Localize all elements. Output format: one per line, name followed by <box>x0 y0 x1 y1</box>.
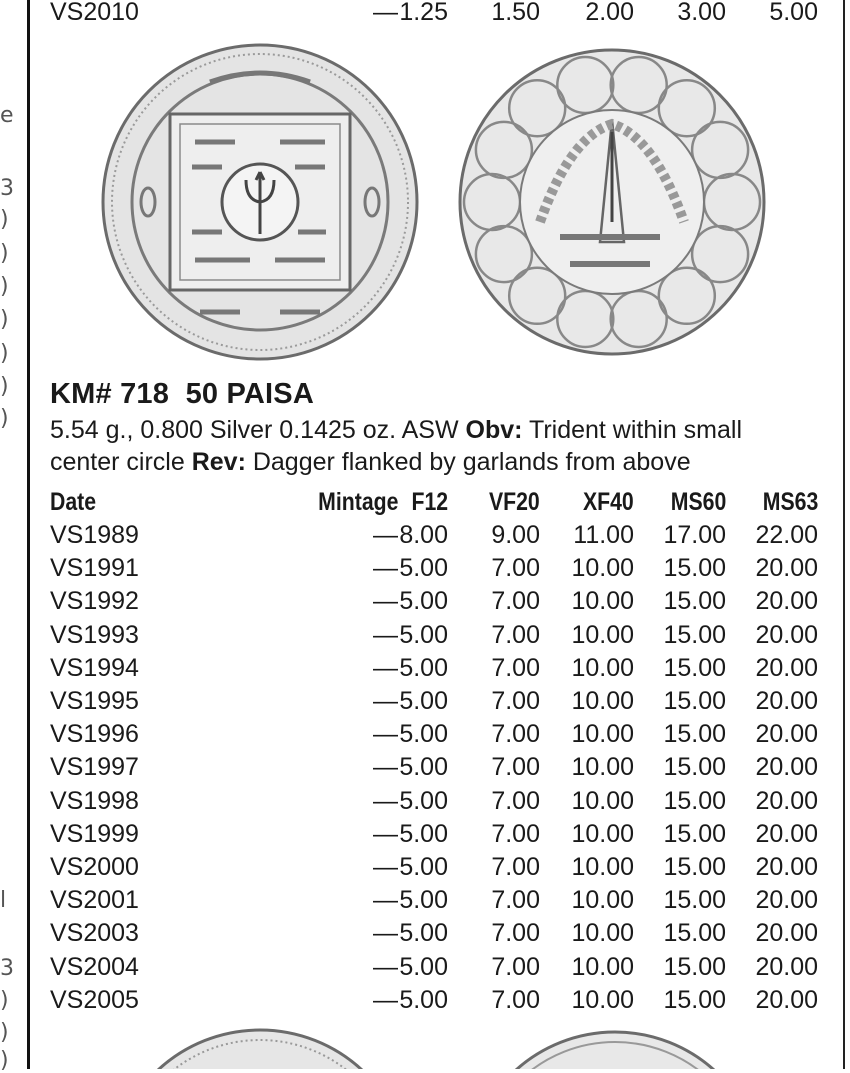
cell-ms60: 15.00 <box>663 819 726 848</box>
cell-ms60: 17.00 <box>663 521 726 549</box>
cell-ms63: 20.00 <box>755 653 818 682</box>
cell-ms63: 20.00 <box>755 786 818 815</box>
cell-mintage: — <box>373 521 398 549</box>
cell-f12: 5.00 <box>399 985 448 1014</box>
header-vf20: VF20 <box>489 488 540 516</box>
edge-glyph: ) <box>0 207 9 232</box>
edge-glyph: 3 <box>0 176 14 201</box>
cell-mintage: — <box>373 919 398 948</box>
cell-date: VS1991 <box>50 554 139 583</box>
edge-glyph: ) <box>0 406 9 431</box>
cell-date: VS2003 <box>50 919 139 948</box>
cell-ms60: 15.00 <box>663 952 726 981</box>
cell-ms63: 20.00 <box>755 853 818 881</box>
cell-date: VS1998 <box>50 786 139 815</box>
cell-vf20: 7.00 <box>491 687 540 715</box>
cell-ms63: 20.00 <box>755 819 818 848</box>
cell-ms60: 15.00 <box>663 587 726 616</box>
cell-xf40: 10.00 <box>571 853 634 881</box>
cell-ms63: 20.00 <box>755 620 818 649</box>
cell-date: VS2001 <box>50 886 139 915</box>
cell-mintage: — <box>373 620 398 649</box>
header-date: Date <box>50 488 97 516</box>
reverse-label: Rev: <box>191 448 246 476</box>
cell-mintage: — <box>373 753 398 782</box>
cell-date: VS1997 <box>50 753 139 782</box>
cell-xf40: 10.00 <box>571 985 634 1014</box>
cell-vf20: 7.00 <box>491 886 540 915</box>
edge-glyph: ) <box>0 274 9 299</box>
table-header <box>50 486 820 519</box>
table-row <box>50 851 820 884</box>
obverse-text-continued: center circle <box>50 448 192 476</box>
cell-vf20: 7.00 <box>491 786 540 815</box>
cell-vf20: 7.00 <box>491 952 540 981</box>
cell-mintage: — <box>373 819 398 848</box>
cell-f12: 1.25 <box>399 0 448 26</box>
cell-ms60: 15.00 <box>663 720 726 749</box>
edge-glyph: 3 <box>0 956 14 981</box>
cell-ms63: 20.00 <box>755 886 818 915</box>
header-ms63: MS63 <box>762 488 818 516</box>
cell-vf20: 7.00 <box>491 919 540 948</box>
cell-date: VS1995 <box>50 687 139 715</box>
cell-ms60: 15.00 <box>663 554 726 583</box>
coin-description-line-2 <box>50 446 830 479</box>
cell-ms63: 20.00 <box>755 919 818 948</box>
cell-vf20: 7.00 <box>491 554 540 583</box>
cell-f12: 5.00 <box>399 886 448 915</box>
obverse-label: Obv: <box>465 416 523 444</box>
cell-f12: 5.00 <box>399 753 448 782</box>
cell-ms63: 20.00 <box>755 720 818 749</box>
edge-glyph: ) <box>0 988 9 1013</box>
cell-f12: 5.00 <box>399 587 448 616</box>
cell-ms60: 15.00 <box>663 886 726 915</box>
cell-f12: 5.00 <box>399 687 448 715</box>
cell-vf20: 9.00 <box>491 521 540 549</box>
cell-vf20: 7.00 <box>491 753 540 782</box>
cell-xf40: 10.00 <box>571 919 634 948</box>
cell-xf40: 10.00 <box>571 587 634 616</box>
edge-glyph: ) <box>0 1048 9 1073</box>
cell-vf20: 7.00 <box>491 853 540 881</box>
cell-mintage: — <box>373 786 398 815</box>
coin-reverse-image <box>460 50 764 354</box>
cell-date: VS2005 <box>50 985 139 1014</box>
table-row <box>50 585 820 618</box>
header-f12: F12 <box>411 488 448 516</box>
table-row <box>50 785 820 818</box>
cell-ms60: 15.00 <box>663 620 726 649</box>
table-row <box>50 951 820 984</box>
cell-vf20: 7.00 <box>491 720 540 749</box>
cell-ms60: 15.00 <box>663 786 726 815</box>
cell-vf20: 7.00 <box>491 653 540 682</box>
cell-date: VS1999 <box>50 819 139 848</box>
coin-title: KM# 718 50 PAISA <box>50 378 314 410</box>
coin-obverse-image <box>103 45 417 359</box>
cell-ms63: 20.00 <box>755 985 818 1014</box>
cell-ms63: 20.00 <box>755 587 818 616</box>
cell-xf40: 10.00 <box>571 687 634 715</box>
cell-ms60: 15.00 <box>663 919 726 948</box>
cell-ms60: 15.00 <box>663 753 726 782</box>
cell-vf20: 7.00 <box>491 587 540 616</box>
cell-xf40: 10.00 <box>571 753 634 782</box>
cell-mintage: — <box>373 554 398 583</box>
cell-mintage: — <box>373 653 398 682</box>
edge-glyph: ) <box>0 1020 9 1045</box>
cell-date: VS2010 <box>50 0 139 26</box>
cell-mintage: — <box>373 952 398 981</box>
table-row-previous <box>50 0 820 29</box>
cell-xf40: 10.00 <box>571 620 634 649</box>
cell-f12: 5.00 <box>399 554 448 583</box>
cell-mintage: — <box>373 886 398 915</box>
cell-vf20: 7.00 <box>491 620 540 649</box>
cell-ms60: 15.00 <box>663 985 726 1014</box>
cell-date: VS1994 <box>50 653 139 682</box>
cell-ms63: 22.00 <box>755 521 818 549</box>
cell-f12: 5.00 <box>399 786 448 815</box>
cell-f12: 5.00 <box>399 720 448 749</box>
cell-date: VS1992 <box>50 587 139 616</box>
cell-vf20: 7.00 <box>491 819 540 848</box>
cell-f12: 5.00 <box>399 853 448 881</box>
edge-glyph: ) <box>0 241 9 266</box>
cell-date: VS1989 <box>50 521 139 549</box>
cell-xf40: 10.00 <box>571 786 634 815</box>
cell-mintage: — <box>373 0 398 26</box>
cell-ms60: 15.00 <box>663 687 726 715</box>
cell-mintage: — <box>373 853 398 881</box>
cell-vf20: 7.00 <box>491 985 540 1014</box>
cell-f12: 5.00 <box>399 819 448 848</box>
coin-images <box>100 42 770 362</box>
cell-xf40: 10.00 <box>571 819 634 848</box>
cell-date: VS1996 <box>50 720 139 749</box>
cell-ms63: 20.00 <box>755 554 818 583</box>
next-coin-images <box>130 1020 750 1069</box>
edge-glyph: ) <box>0 341 9 366</box>
cell-xf40: 11.00 <box>573 521 634 549</box>
cell-xf40: 10.00 <box>571 952 634 981</box>
cell-vf20: 1.50 <box>491 0 540 26</box>
cell-ms63: 20.00 <box>755 753 818 782</box>
header-mintage: Mintage <box>317 488 398 516</box>
cell-xf40: 10.00 <box>571 554 634 583</box>
header-ms60: MS60 <box>670 488 726 516</box>
table-row <box>50 818 820 851</box>
table-row <box>50 519 820 552</box>
cell-mintage: — <box>373 687 398 715</box>
table-row <box>50 652 820 685</box>
cell-ms60: 15.00 <box>663 853 726 881</box>
cell-ms63: 5.00 <box>769 0 818 26</box>
edge-glyph: l <box>0 888 7 913</box>
left-edge-fragments <box>0 0 30 1073</box>
table-row <box>50 917 820 950</box>
cell-ms63: 20.00 <box>755 687 818 715</box>
column-rule <box>27 0 30 1069</box>
cell-f12: 8.00 <box>399 521 448 549</box>
cell-f12: 5.00 <box>399 653 448 682</box>
cell-date: VS2000 <box>50 853 139 881</box>
table-row <box>50 984 820 1017</box>
table-row <box>50 619 820 652</box>
table-row <box>50 751 820 784</box>
cell-f12: 5.00 <box>399 620 448 649</box>
cell-ms60: 15.00 <box>663 653 726 682</box>
cell-xf40: 10.00 <box>571 720 634 749</box>
cell-ms60: 3.00 <box>677 0 726 26</box>
edge-glyph: e <box>0 103 14 128</box>
weight-composition: 5.54 g., 0.800 Silver 0.1425 oz. ASW <box>50 416 466 444</box>
cell-xf40: 10.00 <box>571 886 634 915</box>
right-border <box>843 0 845 1069</box>
cell-date: VS2004 <box>50 952 139 981</box>
reverse-text: Dagger flanked by garlands from above <box>245 448 691 476</box>
cell-xf40: 2.00 <box>585 0 634 26</box>
edge-glyph: ) <box>0 374 9 399</box>
cell-date: VS1993 <box>50 620 139 649</box>
cell-f12: 5.00 <box>399 952 448 981</box>
cell-f12: 5.00 <box>399 919 448 948</box>
table-row <box>50 685 820 718</box>
cell-mintage: — <box>373 720 398 749</box>
header-xf40: XF40 <box>583 488 634 516</box>
table-row <box>50 884 820 917</box>
cell-mintage: — <box>373 587 398 616</box>
cell-mintage: — <box>373 985 398 1014</box>
cell-ms63: 20.00 <box>755 952 818 981</box>
table-row <box>50 718 820 751</box>
table-row <box>50 552 820 585</box>
cell-xf40: 10.00 <box>571 653 634 682</box>
obverse-text: Trident within small <box>522 416 743 444</box>
edge-glyph: ) <box>0 307 9 332</box>
coin-description-line-1 <box>50 414 830 447</box>
